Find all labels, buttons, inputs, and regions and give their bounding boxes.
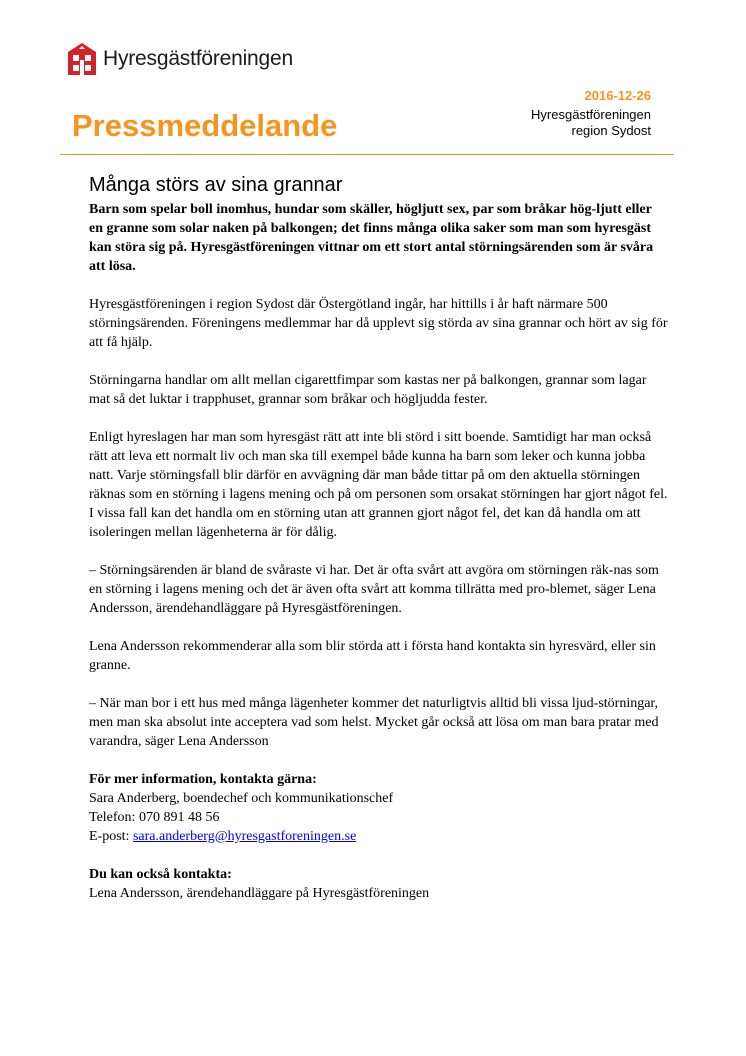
article-headline: Många störs av sina grannar — [89, 174, 343, 196]
article-paragraph: – Störningsärenden är bland de svåraste vi har. Det är ofta svårt att avgöra om störningen räk-nas som en störning i lagens mening och det är även ofta svårt att komma tillrätta med pro-blemet, säger Lena Andersson, ärendehandläggare på Hyresgästföreningen. — [89, 563, 659, 616]
secondary-contact-name: Lena Andersson, ärendehandläggare på Hyresgästföreningen — [89, 886, 430, 901]
press-release-title: Pressmeddelande — [72, 108, 338, 143]
secondary-contact-block — [89, 865, 669, 903]
release-date: 2016-12-26 — [584, 88, 651, 103]
release-meta — [531, 88, 651, 139]
secondary-contact-heading: Du kan också kontakta: — [89, 867, 232, 882]
email-link[interactable]: sara.anderberg@hyresgastforeningen.se — [132, 829, 357, 844]
contact-phone: Telefon: 070 891 48 56 — [89, 810, 220, 825]
organization-logo — [67, 42, 293, 76]
logo-wordmark: Hyresgästföreningen — [103, 47, 293, 70]
article-paragraph: – När man bor i ett hus med många lägenheter kommer det naturligtvis alltid bli vissa ljud-störningar, men man ska absolut inte acceptera vad som helst. Mycket går också att lösa om man bara pratar med varandra, säger Lena Andersson — [89, 696, 659, 749]
contact-block — [89, 770, 669, 846]
contact-name: Sara Anderberg, boendechef och kommunikationschef — [89, 791, 394, 806]
org-name-line: Hyresgästföreningen — [531, 107, 651, 122]
article-paragraph: Lena Andersson rekommenderar alla som blir störda att i första hand kontakta sin hyresvärd, eller sin granne. — [89, 639, 656, 673]
article-paragraph: Störningarna handlar om allt mellan cigarettfimpar som kastas ner på balkongen, grannar som lagar mat så det luktar i trapphuset, grannar som bråkar och högljudda fester. — [89, 373, 647, 407]
header-divider — [60, 154, 674, 155]
contact-heading: För mer information, kontakta gärna: — [89, 772, 317, 787]
article-body — [89, 173, 669, 903]
article-paragraph: Enligt hyreslagen har man som hyresgäst rätt att inte bli störd i sitt boende. Samtidigt har man också rätt att leva ett normalt liv och man ska till exempel både kunna ha barn som leker och kunna jobba natt. Varje störningsfall blir därför en avvägning där man både tittar på om den aktuella störningen räknas som en störning i lagens mening och på om personen som orsakat störningen har gjort något fel. I vissa fall kan det handla om en störning utan att grannen gjort något fel, det kan då handla om att isoleringen mellan lägenheterna är för dålig. — [89, 430, 668, 540]
article-lead: Barn som spelar boll inomhus, hundar som skäller, högljutt sex, par som bråkar hög-ljutt eller en granne som solar naken på balkongen; det finns många olika saker som man som hyresgäst kan störa sig på. Hyresgästföreningen vittnar om ett stort antal störningsärenden som är svåra att lösa. — [89, 202, 654, 274]
email-label: E-post: — [89, 829, 133, 844]
article-paragraph: Hyresgästföreningen i region Sydost där Östergötland ingår, har hittills i år haft närmare 500 störningsärenden. Föreningens medlemmar har då upplevt sig störda av sina grannar och hört av sig för att få hjälp. — [89, 297, 668, 350]
house-logo-icon — [67, 42, 97, 76]
contact-email-line — [89, 827, 669, 846]
org-region-line: region Sydost — [571, 123, 651, 138]
